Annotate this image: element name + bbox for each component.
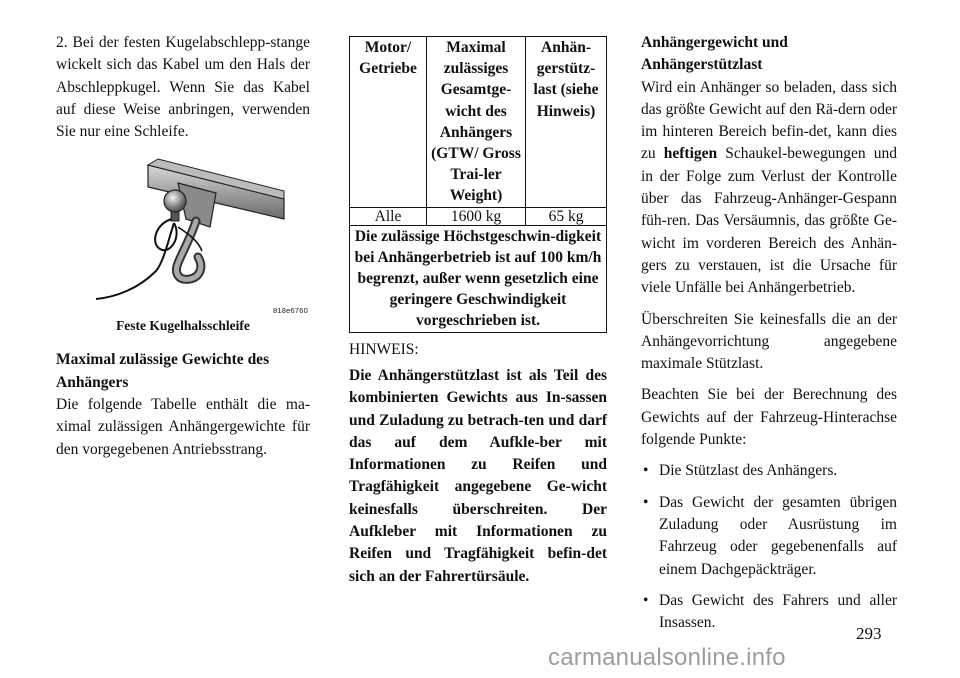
table-row	[350, 207, 607, 225]
list-item-text: Das Gewicht der gesamten übrigen Zuladung oder Ausrüstung im Fahrzeug oder gegebenenfalls auf einem Dachgepäckträger.	[659, 493, 897, 578]
bullet-list	[641, 460, 897, 634]
paragraph-1-start: Wird ein Anhänger so beladen, dass sich das größte Gewicht auf den Rä-dern oder im hinteren Bereich befin-det, kann dies zu	[641, 78, 897, 163]
figure-caption: Feste Kugelhalsschleife	[116, 318, 250, 334]
page-number: 293	[856, 624, 882, 643]
table-footnote: Die zulässige Höchstgeschwin-digkeit bei Anhängerbetrieb ist auf 100 km/h begrenzt, außer wenn gesetzlich eine geringere Geschwindigkeit vorgeschrieben ist.	[350, 225, 607, 332]
trailer-weight-table	[349, 36, 607, 333]
figure-code: 818e6760	[273, 306, 308, 316]
right-heading: Anhängergewicht und Anhängerstützlast	[641, 34, 788, 74]
paragraph-1-emphasis: heftigen	[663, 145, 718, 163]
table-footnote-row	[350, 225, 607, 332]
paragraph-2: Überschreiten Sie keinesfalls die an der Anhängevorrichtung angegebene maximale Stützlast.	[641, 310, 897, 373]
list-item	[641, 460, 897, 482]
table-cell: 1600 kg	[427, 207, 526, 225]
left-column	[56, 32, 310, 461]
table-cell: 65 kg	[526, 207, 607, 225]
list-item	[641, 492, 897, 581]
paragraph-1-end: Schaukel-bewegungen und in der Folge zum Verlust der Kontrolle über das Fahrzeug-Anhänger-Gespann füh-ren. Das Versäumnis, das größte Ge-wicht im vorderen Bereich des Anhän-gers zu verstauen, ist die Ursache für viele Unfälle bei Anhängerbetrieb.	[641, 145, 897, 297]
table-cell: Alle	[350, 207, 427, 225]
table-header-cell: Maximal zulässiges Gesamtge-wicht des Anhängers (GTW/ Gross Trai-ler Weight)	[427, 37, 526, 208]
list-item-text: Die Stützlast des Anhängers.	[659, 462, 838, 480]
note-text: Die Anhängerstützlast ist als Teil des kombinierten Gewichts aus In-sassen und Zuladung zu betrach-ten und darf das auf dem Aufkle-ber mit Informationen zu Reifen und Tragfähigkeit angegebene Ge-wicht keinesfalls überschreiten. Der Aufkleber mit Informationen zu Reifen und Tragfähigkeit befin-det sich an der Fahrertürsäule.	[349, 366, 607, 585]
section-body: Die folgende Tabelle enthält die ma-ximal zulässigen Anhängergewichte für den vorgegebenen Antriebsstrang.	[56, 396, 310, 458]
note-label: HINWEIS:	[349, 340, 419, 358]
table-header-cell: Anhän-gerstütz-last (siehe Hinweis)	[526, 37, 607, 208]
paragraph-1	[641, 77, 897, 300]
tow-ball-figure	[56, 157, 310, 337]
table-header-cell: Motor/ Getriebe	[350, 37, 427, 208]
intro-paragraph: 2. Bei der festen Kugelabschlepp-stange wickelt sich das Kabel um den Hals der Abschleppkugel. Wenn Sie das Kabel auf diese Weise anbringen, verwenden Sie nur eine Schleife.	[56, 34, 310, 141]
bullet-marker: •	[643, 591, 649, 609]
middle-column	[349, 32, 607, 588]
right-column	[641, 32, 897, 643]
list-item-text: Das Gewicht des Fahrers und aller Insassen.	[659, 591, 897, 632]
table-header-row	[350, 37, 607, 208]
section-heading: Maximal zulässige Gewichte des Anhängers	[56, 351, 270, 391]
bullet-marker: •	[643, 493, 649, 511]
watermark: carmanualsonline.info	[548, 644, 786, 671]
bullet-marker: •	[643, 462, 649, 480]
paragraph-3: Beachten Sie bei der Berechnung des Gewichts auf der Fahrzeug-Hinterachse folgende Punkte:	[641, 386, 897, 449]
tow-ball-hitch-illustration	[86, 157, 286, 302]
